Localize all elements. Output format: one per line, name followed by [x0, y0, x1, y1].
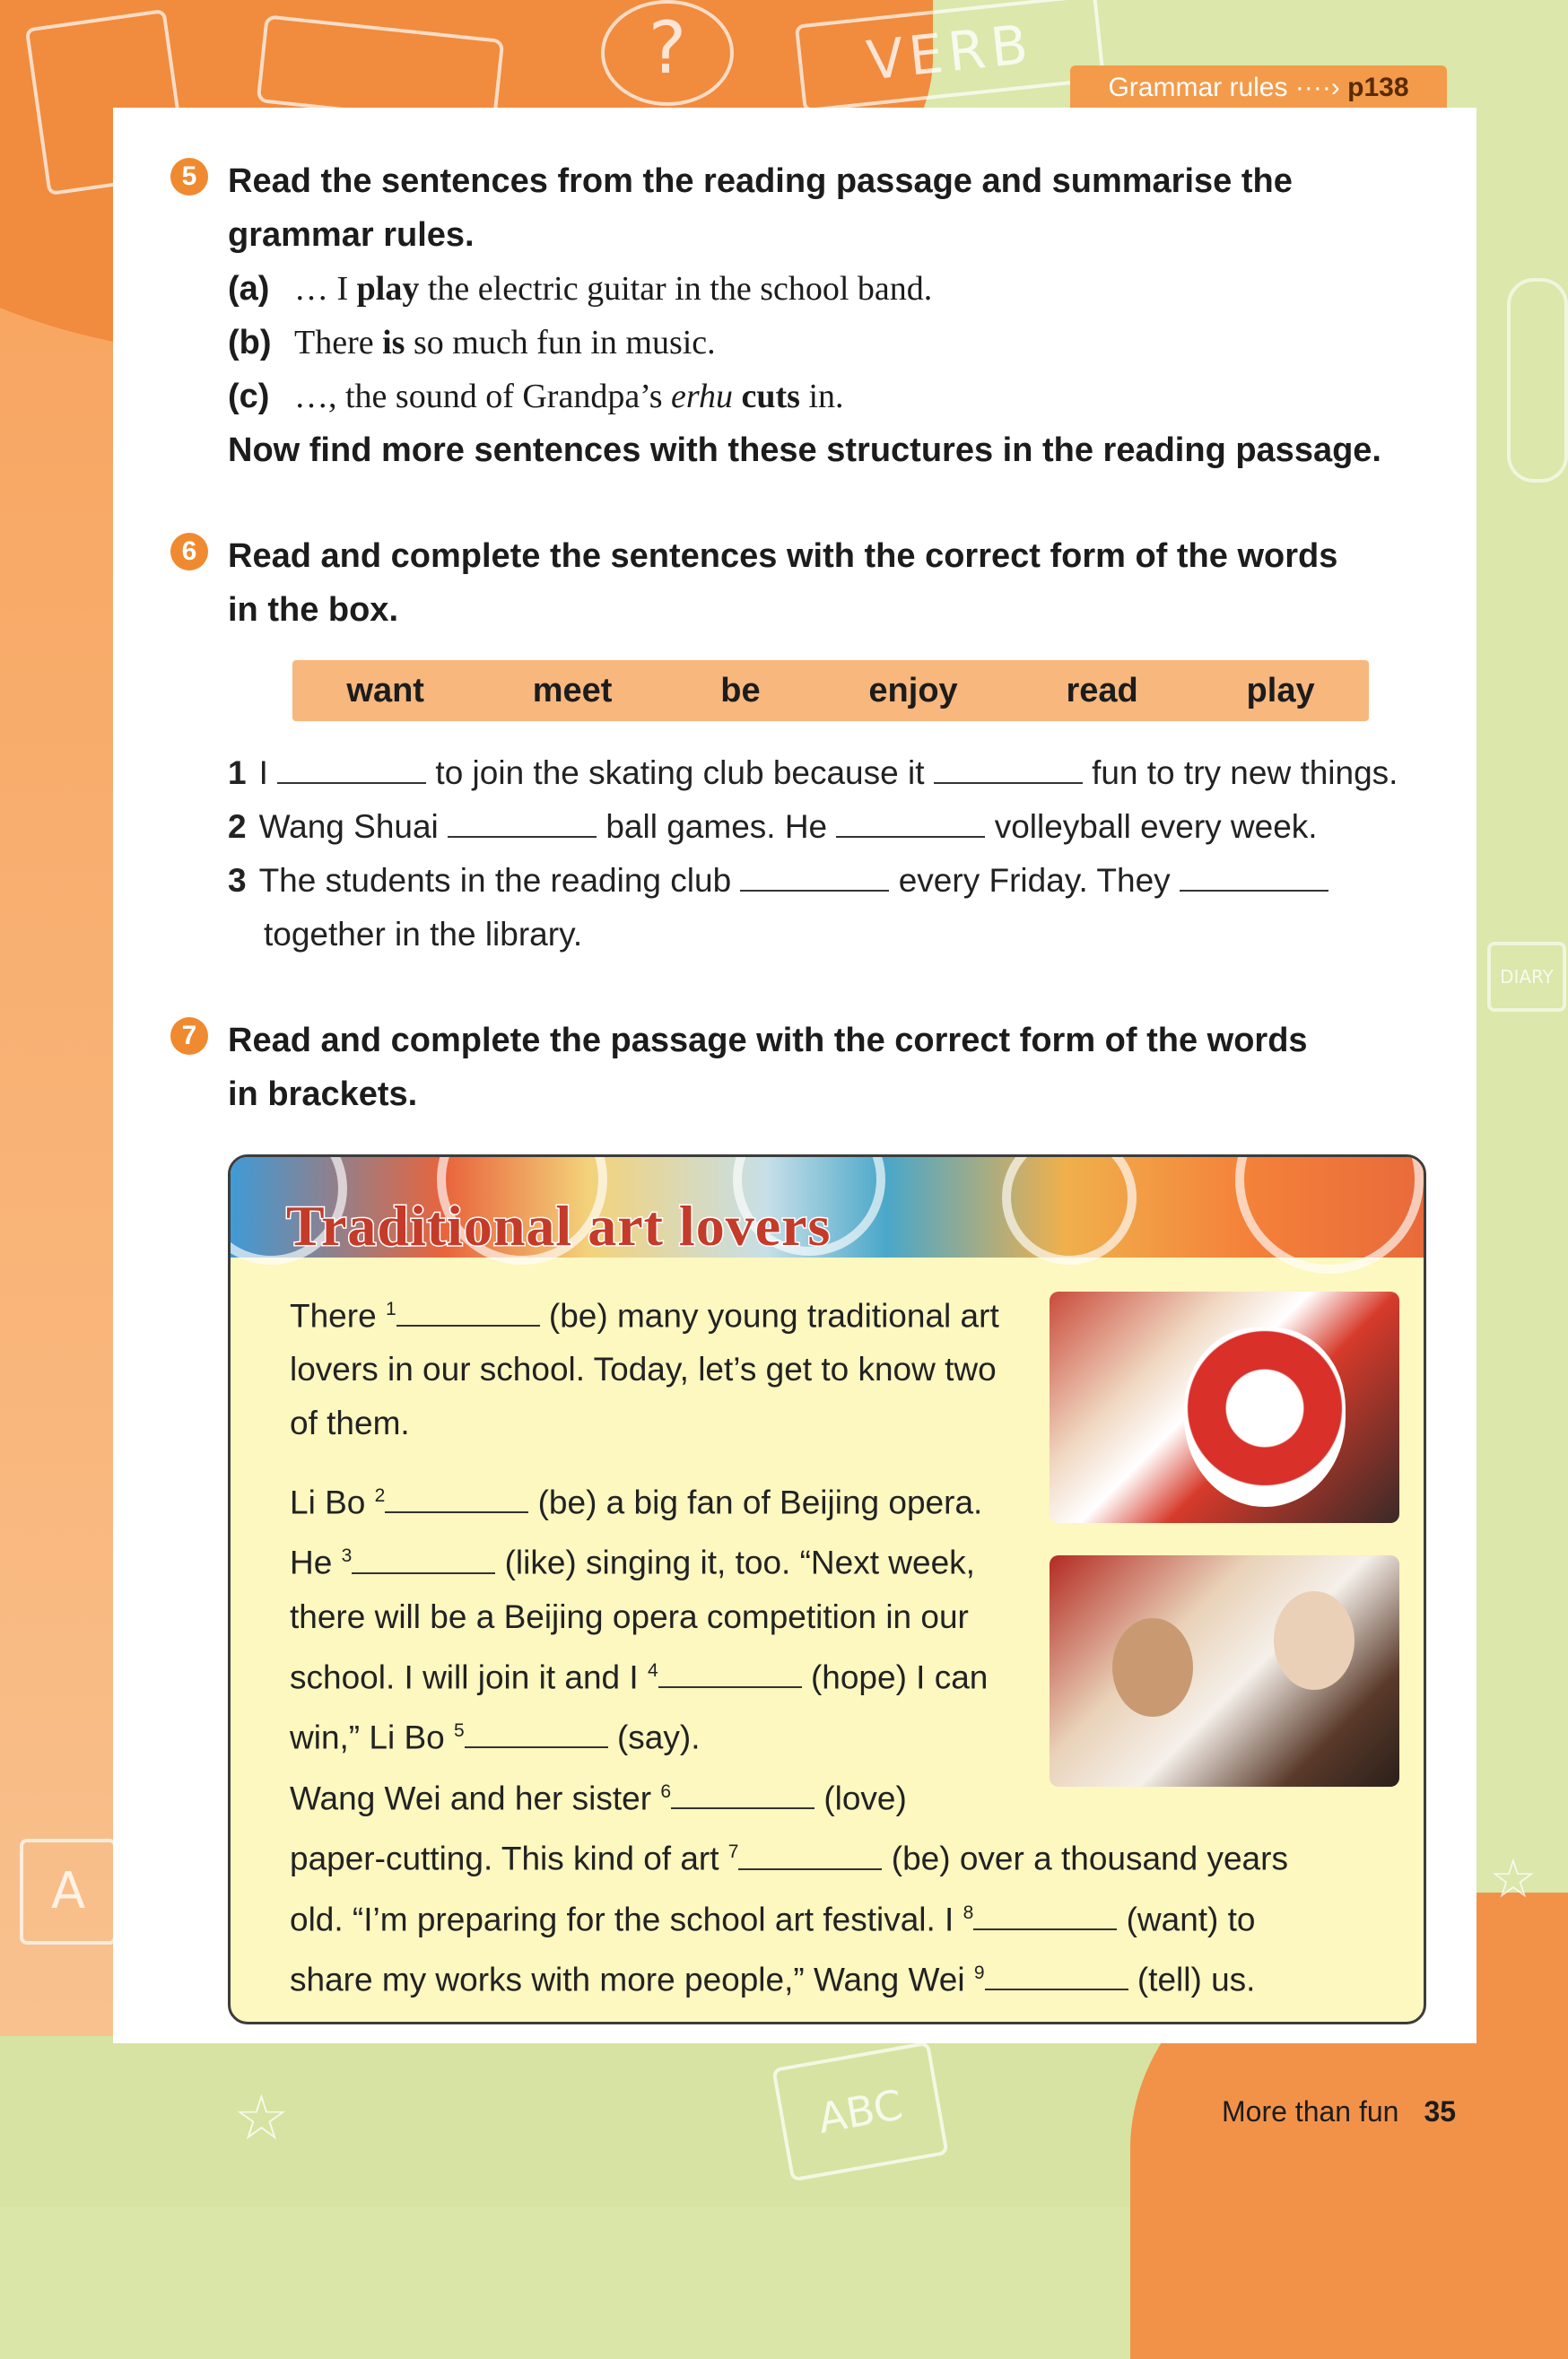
exercise-title: Read the sentences from the reading passage and summarise the grammar rules. — [228, 162, 1293, 254]
exercise-7 — [170, 1014, 1480, 1121]
passage-title: Traditional art lovers — [286, 1194, 832, 1258]
person-icon — [1112, 1618, 1193, 1717]
answer-blank[interactable] — [658, 1659, 802, 1688]
answer-blank[interactable] — [1180, 863, 1328, 892]
word-box — [292, 660, 1369, 721]
word-item: be — [720, 671, 761, 709]
answer-blank[interactable] — [277, 755, 426, 784]
cup-doodle-icon — [1507, 278, 1568, 483]
word-item: meet — [532, 671, 613, 709]
sentence-1: 1 I to join the skating club because it fun to try new things. — [228, 754, 1398, 791]
answer-blank[interactable] — [740, 863, 889, 892]
star-doodle-icon: ☆ — [233, 2081, 290, 2154]
answer-blank[interactable] — [836, 809, 985, 838]
sentence-3: 3 The students in the reading club every Friday. They together in the library. — [228, 854, 1394, 962]
abc-doodle-icon: ABC — [771, 2041, 949, 2182]
opera-makeup-photo — [1050, 1292, 1399, 1523]
answer-blank[interactable] — [985, 1962, 1128, 1990]
person-icon-2 — [1274, 1591, 1355, 1690]
word-item: play — [1246, 671, 1315, 709]
exercise-title: Read and complete the passage with the correct form of the words in brackets. — [228, 1022, 1308, 1113]
page-footer — [1222, 2095, 1456, 2128]
word-item: want — [346, 671, 424, 709]
exercise-6 — [170, 529, 1480, 637]
exercise-instruction: Now find more sentences with these structures in the reading passage. — [228, 431, 1381, 469]
grammar-rules-tag[interactable] — [1070, 65, 1447, 110]
diary-doodle-icon: DIARY — [1487, 942, 1566, 1012]
sentence-2: 2 Wang Shuai ball games. He volleyball every week. — [228, 808, 1318, 845]
exercise-5 — [170, 154, 1480, 477]
star-doodle-icon-2: ☆ — [1489, 1848, 1538, 1911]
example-sentence-a: (a) … I play the electric guitar in the school band. — [228, 270, 933, 308]
word-item: read — [1066, 671, 1138, 709]
answer-blank[interactable] — [973, 1902, 1117, 1930]
answer-blank[interactable] — [671, 1780, 814, 1809]
grammar-rules-label: Grammar rules — [1108, 73, 1288, 102]
answer-blank[interactable] — [352, 1545, 495, 1574]
arrow-icon: ····› — [1294, 73, 1340, 102]
paragraph-2: Li Bo $^2$ (be) a big fan of Beijing opera. He $^3$ (like) singing it, too. “Next week, there will be a Beijing opera competition in our school. I will join it and I $^4$ (hope) I can win,” Li Bo $^5$ (say). — [290, 1484, 989, 1756]
exercise-number: 5 — [170, 158, 208, 196]
opera-mask-icon — [1184, 1327, 1346, 1507]
letter-block-doodle-icon: A — [20, 1839, 117, 1945]
exercise-number: 7 — [170, 1017, 208, 1055]
answer-blank[interactable] — [738, 1841, 882, 1870]
exercise-number: 6 — [170, 533, 208, 570]
exercise-title: Read and complete the sentences with the correct form of the words in the box. — [228, 537, 1338, 629]
answer-blank[interactable] — [448, 809, 597, 838]
word-item: enjoy — [868, 671, 958, 709]
answer-blank[interactable] — [934, 755, 1083, 784]
paragraph-1: There $^1$ (be) many young traditional art lovers in our school. Today, let’s get to know two of them. — [290, 1297, 999, 1442]
question-bubble-icon: ? — [601, 0, 734, 106]
example-sentence-b: (b) There is so much fun in music. — [228, 324, 716, 361]
answer-blank[interactable] — [385, 1484, 528, 1513]
unit-title: More than fun — [1222, 2095, 1399, 2128]
paragraph-3: Wang Wei and her sister $^6$ (love) paper-cutting. This kind of art $^7$ (be) over a thousand years old. “I’m preparing for the school art festival. I $^8$ (want) to share my works with more people,” Wang Wei $^9$ (tell) us. — [290, 1780, 1288, 1998]
answer-blank[interactable] — [396, 1298, 540, 1327]
page-number: 35 — [1424, 2095, 1457, 2128]
example-sentence-c: (c) …, the sound of Grandpa’s erhu cuts in. — [228, 378, 844, 415]
verb-sign-doodle-icon: VERB — [795, 0, 1105, 112]
paper-cutting-photo — [1050, 1555, 1399, 1787]
answer-blank[interactable] — [465, 1719, 608, 1748]
grammar-rules-page: p138 — [1347, 73, 1409, 102]
